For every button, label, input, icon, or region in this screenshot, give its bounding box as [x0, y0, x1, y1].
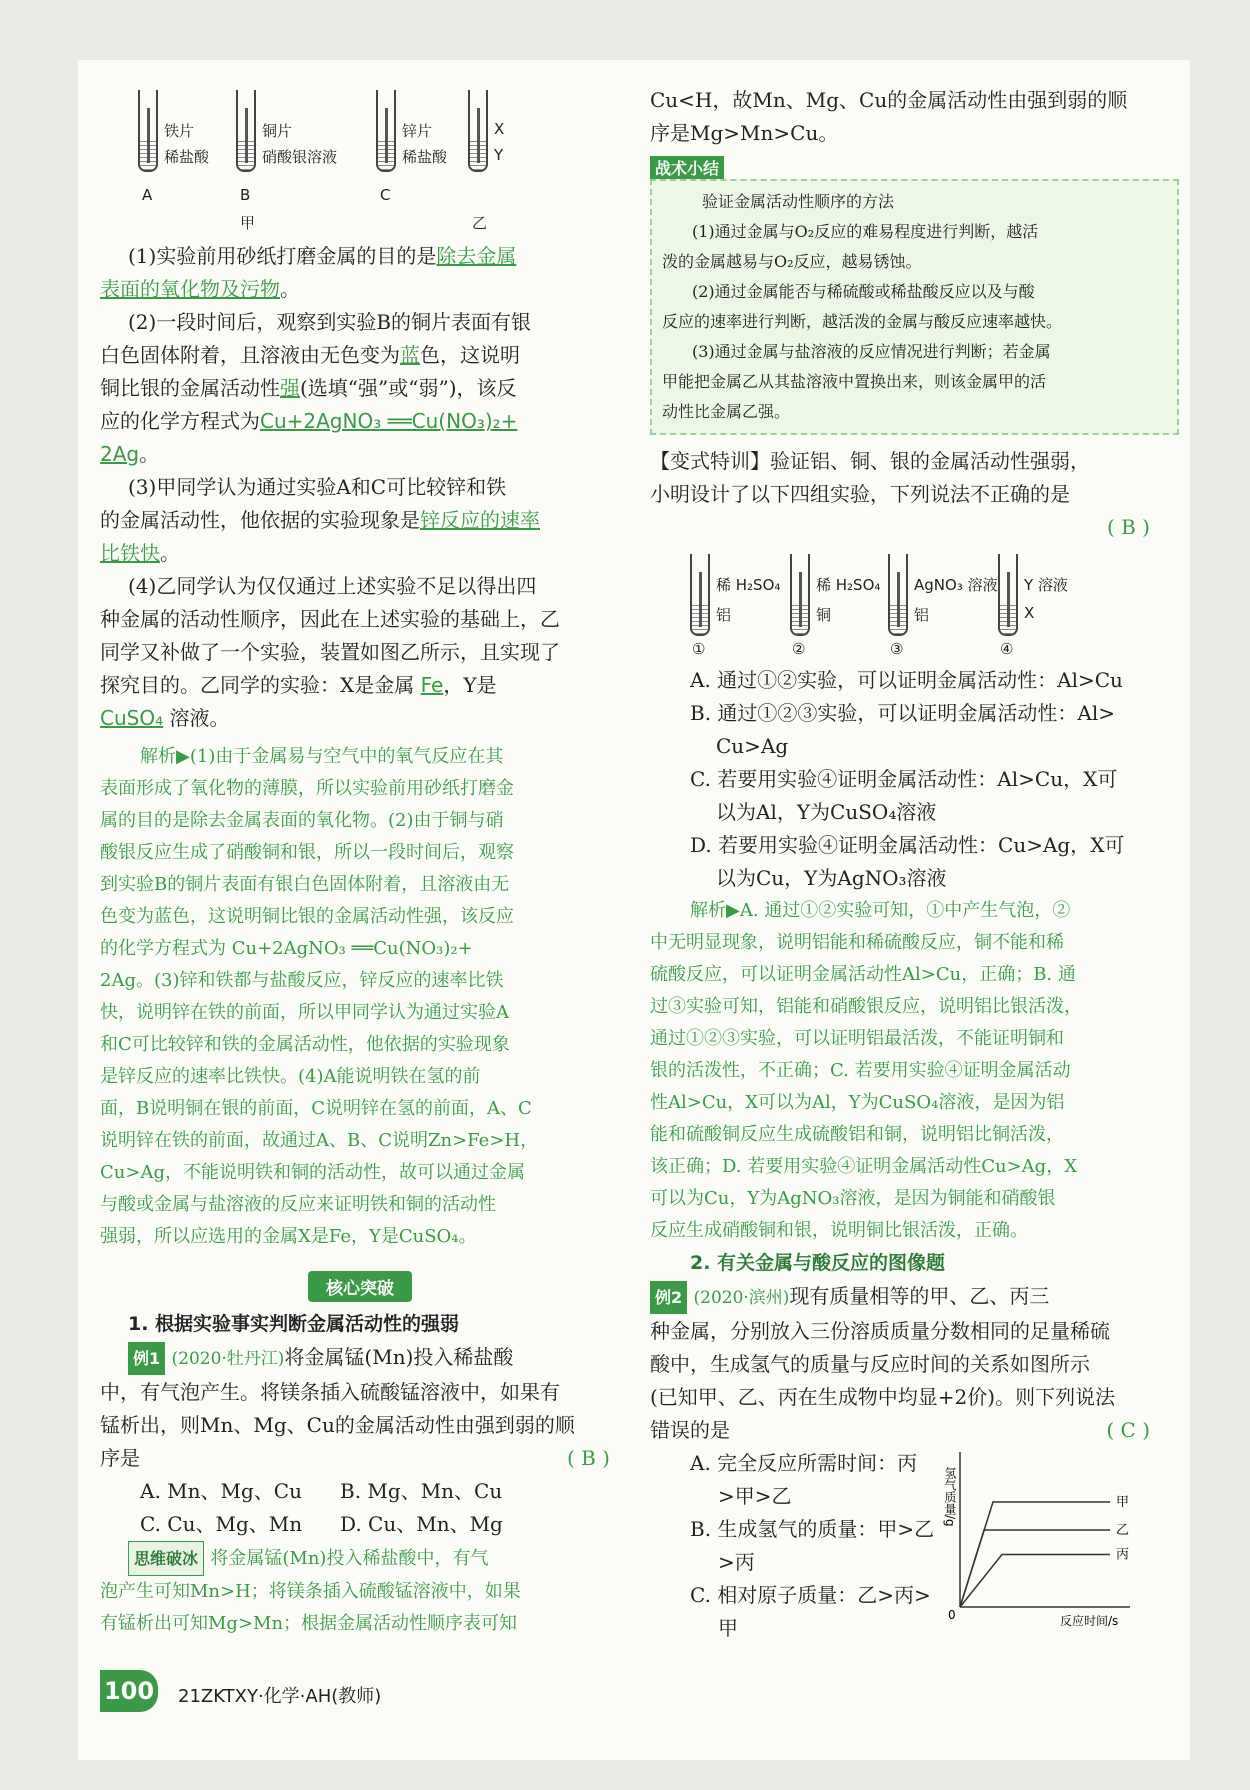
- option: A. 完全反应所需时间：丙: [690, 1451, 918, 1475]
- summary-line: 甲能把金属乙从其盐溶液中置换出来，则该金属甲的活: [662, 372, 1047, 391]
- option: >甲>乙: [718, 1484, 792, 1508]
- tube-3: [888, 554, 908, 636]
- q2-equation-cont: 2Ag: [100, 442, 140, 466]
- option: B. Mg、Mn、Cu: [340, 1479, 503, 1503]
- analysis-line: 中无明显现象，说明铝能和稀硫酸反应，铜不能和稀: [650, 932, 1064, 953]
- analysis-line: 面，B说明铜在银的前面，C说明锌在氢的前面，A、C: [100, 1098, 532, 1119]
- analysis-line: 强弱，所以应选用的金属X是Fe，Y是CuSO₄。: [100, 1226, 477, 1247]
- punct: 。: [280, 277, 300, 301]
- analysis-line: 通过①②③实验，可以证明铝最活泼，不能证明铜和: [650, 1028, 1064, 1049]
- analysis-line: 硫酸反应，可以证明金属活动性Al>Cu，正确；B. 通: [650, 964, 1076, 985]
- analysis-line: 可以为Cu，Y为AgNO₃溶液，是因为铜能和硝酸银: [650, 1188, 1056, 1209]
- label: 铁片: [164, 122, 195, 140]
- tube-1: [690, 554, 710, 636]
- q4-line: 种金属的活动性顺序，因此在上述实验的基础上，乙: [100, 607, 560, 631]
- analysis-line: 到实验B的铜片表面有银白色固体附着，且溶液由无: [100, 874, 510, 895]
- label: 稀 H₂SO₄: [816, 576, 881, 594]
- think-text: 泡产生可知Mn>H；将镁条插入硫酸锰溶液中，如果: [100, 1581, 521, 1602]
- question-block: [100, 240, 620, 1640]
- label: 铝: [914, 606, 930, 624]
- variant-text: 【变式特训】验证铝、铜、银的金属活动性强弱，: [650, 449, 1090, 473]
- summary-line: (1)通过金属与O₂反应的难易程度进行判断，越活: [692, 222, 1039, 241]
- origin-label: 0: [948, 1608, 956, 1622]
- label: ③: [890, 640, 904, 658]
- variant-answer: ( B ): [1106, 515, 1150, 539]
- q2-answer-color: 蓝: [400, 343, 420, 367]
- summary-line: (2)通过金属能否与稀硫酸或稀盐酸反应以及与酸: [692, 282, 1035, 301]
- variant-text: 小明设计了以下四组实验，下列说法不正确的是: [650, 482, 1070, 506]
- tube-2: [790, 554, 810, 636]
- example-text: 种金属，分别放入三份溶质质量分数相同的足量稀硫: [650, 1319, 1110, 1343]
- label: B: [240, 186, 251, 204]
- analysis-line: 性Al>Cu，X可以为Al，Y为CuSO₄溶液，是因为铝: [650, 1092, 1065, 1113]
- core-heading: [100, 1271, 620, 1302]
- analysis-line: 快，说明锌在铁的前面，所以甲同学认为通过实验A: [100, 1002, 509, 1023]
- summary-line: 泼的金属越易与O₂反应，越易锈蚀。: [662, 252, 922, 271]
- q3-answer-cont: 比铁快: [100, 541, 160, 565]
- option: C. 若要用实验④证明金属活动性：Al>Cu，X可: [690, 767, 1118, 791]
- example-text: 中，有气泡产生。将镁条插入硫酸锰溶液中，如果有: [100, 1380, 560, 1404]
- q4-answer-y: CuSO₄: [100, 706, 164, 730]
- q4-line: 同学又补做了一个实验，装置如图乙所示，且实现了: [100, 640, 560, 664]
- tube-4: [998, 554, 1018, 636]
- analysis-line: 与酸或金属与盐溶液的反应来证明铁和铜的活动性: [100, 1194, 496, 1215]
- label: X: [494, 120, 505, 138]
- analysis-line: 过③实验可知，铝能和硝酸银反应，说明铝比银活泼，: [650, 996, 1082, 1017]
- q2-text: 色，这说明: [420, 343, 520, 367]
- option: D. 若要用实验④证明金属活动性：Cu>Ag，X可: [690, 833, 1125, 857]
- series-label: 甲: [1116, 1495, 1130, 1510]
- footer-code: 21ZKTXY·化学·AH(教师): [178, 1686, 382, 1707]
- q2-text: 铜比银的金属活动性: [100, 376, 280, 400]
- label: 乙: [472, 214, 488, 232]
- q2-text: 应的化学方程式为: [100, 409, 260, 433]
- y-axis-label: 氢气质量/g: [943, 1467, 957, 1527]
- analysis-line: 是锌反应的速率比铁快。(4)A能说明铁在氢的前: [100, 1066, 481, 1087]
- series-line-丙: [960, 1555, 1110, 1608]
- option: >丙: [718, 1550, 755, 1574]
- analysis-line: 能和硫酸铜反应生成硫酸铝和铜，说明铝比铜活泼，: [650, 1124, 1064, 1145]
- example-answer: ( B ): [566, 1446, 610, 1470]
- think-tag: 思维破冰: [128, 1541, 204, 1576]
- option: 甲: [718, 1616, 738, 1640]
- option: D. Cu、Mn、Mg: [340, 1512, 503, 1536]
- page: [78, 60, 1190, 1760]
- q3-text: 的金属活动性，他依据的实验现象是: [100, 508, 420, 532]
- punct: 。: [139, 442, 160, 466]
- page-number: 100: [100, 1670, 158, 1712]
- example-2-body: [650, 1447, 1170, 1647]
- option: C. 相对原子质量：乙>丙>: [690, 1583, 931, 1607]
- example-text: 序是: [100, 1446, 140, 1470]
- analysis-line: 该正确；D. 若要用实验④证明金属活动性Cu>Ag，X: [650, 1156, 1078, 1177]
- hydrogen-chart: [940, 1447, 1140, 1627]
- example-tag: 例1: [128, 1342, 165, 1375]
- analysis-line: 色变为蓝色，这说明铜比银的金属活动性强，该反应: [100, 906, 514, 927]
- summary-tag: 战术小结: [650, 156, 724, 179]
- label: 稀盐酸: [402, 148, 448, 166]
- analysis-line: 的化学方程式为 Cu+2AgNO₃ ══Cu(NO₃)₂+: [100, 938, 473, 959]
- q2-text: 白色固体附着，且溶液由无色变为: [100, 343, 400, 367]
- analysis-line: 银的活泼性，不正确；C. 若要用实验④证明金属活动: [650, 1060, 1071, 1081]
- series-label: 乙: [1116, 1523, 1130, 1538]
- label: 铜片: [262, 122, 293, 140]
- summary-line: 动性比金属乙强。: [662, 402, 791, 421]
- option: 以为Al，Y为CuSO₄溶液: [716, 800, 937, 824]
- think-text: 将金属锰(Mn)投入稀盐酸中，有气: [210, 1548, 489, 1569]
- option: 以为Cu，Y为AgNO₃溶液: [716, 866, 947, 890]
- tube-b: [236, 90, 256, 172]
- example-text: 锰析出，则Mn、Mg、Cu的金属活动性由强到弱的顺: [100, 1413, 575, 1437]
- example-source: (2020·滨州): [693, 1288, 790, 1308]
- example-text: (已知甲、乙、丙在生成物中均显+2价)。则下列说法: [650, 1385, 1116, 1409]
- example-text: 酸中，生成氢气的质量与反应时间的关系如图所示: [650, 1352, 1090, 1376]
- option: B. 通过①②③实验，可以证明金属活动性：Al>: [690, 701, 1116, 725]
- analysis-line: 和C可比较锌和铁的金属活动性，他依据的实验现象: [100, 1034, 510, 1055]
- label: 硝酸银溶液: [262, 148, 338, 166]
- label: C: [380, 186, 391, 204]
- continued-text: 序是Mg>Mn>Cu。: [650, 121, 839, 145]
- think-text: 有锰析出可知Mg>Mn；根据金属活动性顺序表可知: [100, 1613, 518, 1634]
- q1-answer: 除去金属: [436, 244, 517, 268]
- core-title: 核心突破: [308, 1271, 412, 1302]
- analysis-line: 2Ag。(3)锌和铁都与盐酸反应，锌反应的速率比铁: [100, 970, 504, 991]
- label: 铜: [816, 606, 832, 624]
- option: C. Cu、Mg、Mn: [140, 1512, 303, 1536]
- analysis-line: 解析▶(1)由于金属易与空气中的氧气反应在其: [140, 746, 504, 767]
- tube-c: [376, 90, 396, 172]
- q1-answer-cont: 表面的氧化物及污物: [100, 277, 280, 301]
- summary-box: [650, 179, 1179, 435]
- analysis-line: 属的目的是除去金属表面的氧化物。(2)由于铜与硝: [100, 810, 504, 831]
- q3-answer: 锌反应的速率: [420, 508, 540, 532]
- series-line-乙: [960, 1530, 1110, 1607]
- series-label: 丙: [1116, 1547, 1130, 1563]
- summary-line: 反应的速率进行判断，越活泼的金属与酸反应速率越快。: [662, 312, 1063, 331]
- label: 稀盐酸: [164, 148, 210, 166]
- analysis-2: [650, 895, 1170, 1247]
- option: Cu>Ag: [716, 734, 789, 758]
- label: 锌片: [402, 122, 433, 140]
- example-text: 将金属锰(Mn)投入稀盐酸: [284, 1345, 514, 1369]
- summary-line: (3)通过金属与盐溶液的反应情况进行判断；若金属: [692, 342, 1051, 361]
- continued-text: Cu<H，故Mn、Mg、Cu的金属活动性由强到弱的顺: [650, 88, 1128, 112]
- example-answer: ( C ): [1106, 1418, 1150, 1442]
- analysis-line: 表面形成了氧化物的薄膜，所以实验前用砂纸打磨金: [100, 778, 514, 799]
- label: 铝: [716, 606, 732, 624]
- punct: 。: [160, 541, 180, 565]
- label: 稀 H₂SO₄: [716, 576, 781, 594]
- section-2-title: 2. 有关金属与酸反应的图像题: [690, 1252, 946, 1274]
- option: A. Mn、Mg、Cu: [140, 1479, 302, 1503]
- summary-box-wrap: [650, 156, 1170, 435]
- q4-line: (4)乙同学认为仅仅通过上述实验不足以得出四: [128, 574, 537, 598]
- q2-text: (选填“强”或“弱”)，该反: [300, 376, 517, 400]
- q2-line: (2)一段时间后，观察到实验B的铜片表面有银: [128, 310, 532, 334]
- tube-yi: [468, 90, 488, 172]
- q4-text: 探究目的。乙同学的实验：X是金属: [100, 673, 415, 697]
- analysis-line: 反应生成硝酸铜和银，说明铜比银活泼，正确。: [650, 1220, 1028, 1241]
- figure-tubes-variant: [650, 544, 1170, 664]
- label: Y 溶液: [1024, 576, 1068, 594]
- q3-line: (3)甲同学认为通过实验A和C可比较锌和铁: [128, 475, 507, 499]
- example-text: 错误的是: [650, 1418, 730, 1442]
- section-1-title: 1. 根据实验事实判断金属活动性的强弱: [128, 1313, 460, 1335]
- example-tag: 例2: [650, 1281, 687, 1314]
- example-source: (2020·牡丹江): [171, 1349, 285, 1369]
- q4-text: 溶液。: [169, 706, 230, 730]
- label: 甲: [240, 214, 256, 232]
- tube-a: [138, 90, 158, 172]
- q2-answer-strength: 强: [280, 376, 300, 400]
- label: ②: [792, 640, 806, 658]
- option: A. 通过①②实验，可以证明金属活动性：Al>Cu: [690, 668, 1123, 692]
- q4-text: ，Y是: [443, 673, 497, 697]
- example-text: 现有质量相等的甲、乙、丙三: [789, 1284, 1050, 1308]
- q4-answer-x: Fe: [420, 673, 444, 697]
- label: AgNO₃ 溶液: [914, 576, 998, 594]
- analysis-line: 说明锌在铁的前面，故通过A、B、C说明Zn>Fe>H，: [100, 1130, 539, 1151]
- label: ④: [1000, 640, 1014, 658]
- label: ①: [692, 640, 706, 658]
- right-column: [650, 60, 1170, 1647]
- label: A: [142, 186, 153, 204]
- x-axis-label: 反应时间/s: [1060, 1614, 1119, 1627]
- analysis-line: Cu>Ag，不能说明铁和铜的活动性，故可以通过金属: [100, 1162, 525, 1183]
- q1-text: (1)实验前用砂纸打磨金属的目的是: [128, 244, 437, 268]
- label: X: [1024, 604, 1035, 622]
- option: B. 生成氢气的质量：甲>乙: [690, 1517, 935, 1541]
- label: Y: [494, 146, 504, 164]
- analysis-line: 解析▶A. 通过①②实验可知，①中产生气泡，②: [690, 900, 1071, 921]
- figure-tubes-top: [100, 60, 620, 232]
- analysis-1: [100, 741, 620, 1253]
- analysis-line: 酸银反应生成了硝酸铜和银，所以一段时间后，观察: [100, 842, 514, 863]
- summary-line: 验证金属活动性顺序的方法: [702, 192, 895, 211]
- q2-equation: Cu+2AgNO₃ ══Cu(NO₃)₂+: [260, 409, 518, 433]
